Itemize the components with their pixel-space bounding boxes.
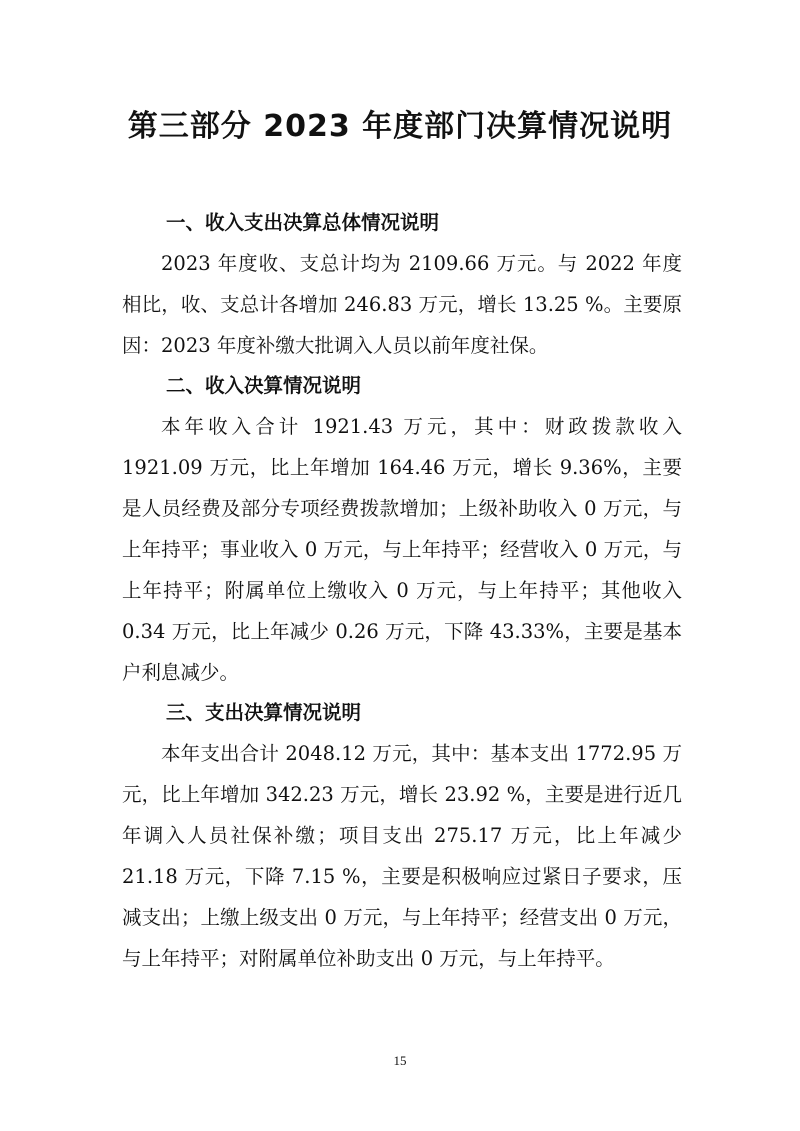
document-body — [122, 203, 682, 979]
page-number: 15 — [393, 1053, 407, 1068]
section-heading-overall: 一、收入支出决算总体情况说明 — [166, 211, 440, 234]
section-paragraph-overall: 2023 年度收、支总计均为 2109.66 万元。与 2022 年度相比，收、支总计各增加 246.83 万元，增长 13.25 %。主要原因：2023 年度补缴大批调入人员以前年度社保。 — [122, 252, 682, 357]
page-title: 第三部分 2023 年度部门决算情况说明 — [127, 109, 673, 144]
section-paragraph-income: 本年收入合计 1921.43 万元，其中：财政拨款收入 1921.09 万元，比上年增加 164.46 万元，增长 9.36%，主要是人员经费及部分专项经费拨款增加；上级补助收入 0 万元，与上年持平；事业收入 0 万元，与上年持平；经营收入 0 万元，与上年持平；附属单位上缴收入 0 万元，与上年持平；其他收入 0.34 万元，比上年减少 0.26 万元，下降 43.33%，主要是基本户利息减少。 — [122, 415, 682, 684]
section-paragraph-expenditure: 本年支出合计 2048.12 万元，其中：基本支出 1772.95 万元，比上年增加 342.23 万元，增长 23.92 %，主要是进行近几年调入人员社保补缴；项目支出 275.17 万元，比上年减少 21.18 万元，下降 7.15 %，主要是积极响应过紧日子要求，压减支出；上缴上级支出 0 万元，与上年持平；经营支出 0 万元，与上年持平；对附属单位补助支出 0 万元，与上年持平。 — [122, 742, 682, 970]
section-heading-income: 二、收入决算情况说明 — [166, 374, 362, 397]
section-heading-expenditure: 三、支出决算情况说明 — [166, 701, 362, 724]
